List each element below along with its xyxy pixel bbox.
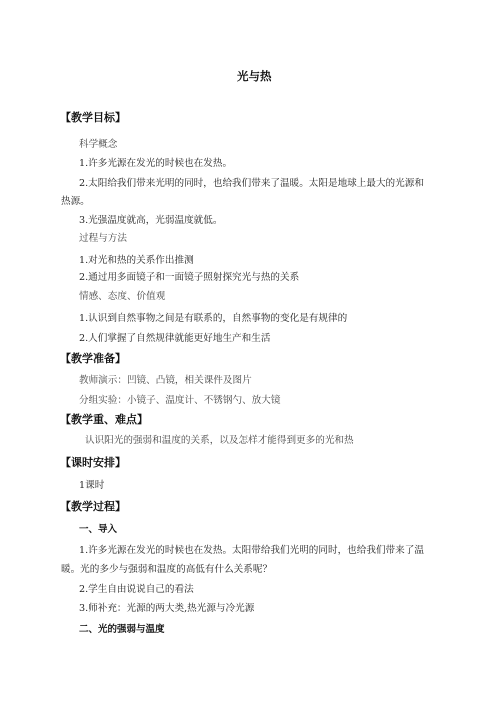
- objective-method-2: 2.通过用多面镜子和一面镜子照射探究光与热的关系: [79, 272, 300, 283]
- process-part1-heading: 一、导入: [79, 524, 118, 535]
- preparation-group: 分组实验：小镜子、温度计、不锈钢勺、放大镜: [79, 395, 281, 406]
- process-step-2: 2.学生自由说说自己的看法: [79, 584, 194, 595]
- document-title: 光与热: [237, 69, 272, 83]
- preparation-teacher: 教师演示：凹镜、凸镜，相关课件及图片: [79, 375, 252, 386]
- key-point-1: 认识阳光的强弱和温度的关系，以及怎样才能得到更多的光和热: [85, 435, 354, 446]
- process-step-1-line1: 1.许多光源在发光的时候也在发热。太阳带给我们光明的同时，也给我们带来了温: [79, 545, 424, 556]
- objective-concept-2-line2: 热源。: [61, 196, 90, 207]
- process-part2-heading: 二、光的强弱与温度: [79, 624, 165, 635]
- schedule-hours: 1课时: [79, 480, 105, 491]
- objective-concept-2-line1: 2.太阳给我们带来光明的同时，也给我们带来了温暖。太阳是地球上最大的光源和: [79, 178, 424, 189]
- heading-objectives: 【教学目标】: [60, 111, 126, 124]
- label-concept: 科学概念: [79, 139, 118, 150]
- heading-process: 【教学过程】: [60, 500, 126, 513]
- label-method: 过程与方法: [79, 233, 127, 244]
- objective-concept-3: 3.光强温度就高，光弱温度就低。: [79, 215, 223, 226]
- heading-preparation: 【教学准备】: [60, 352, 126, 365]
- process-step-3: 3.师补充：光源的两大类,热光源与冷光源: [79, 603, 255, 614]
- heading-key-points: 【教学重、难点】: [60, 413, 148, 426]
- label-attitude: 情感、态度、价值观: [79, 291, 166, 302]
- objective-concept-1: 1.许多光源在发光的时候也在发热。: [79, 158, 233, 169]
- process-step-1-line2: 暖。光的多少与强弱和温度的高低有什么关系呢？: [61, 564, 273, 575]
- heading-schedule: 【课时安排】: [60, 456, 126, 469]
- objective-method-1: 1.对光和热的关系作出推测: [79, 255, 194, 266]
- objective-attitude-1: 1.认识到自然事物之间是有联系的，自然事物的变化是有规律的: [79, 313, 348, 324]
- objective-attitude-2: 2.人们掌握了自然规律就能更好地生产和生活: [79, 333, 271, 344]
